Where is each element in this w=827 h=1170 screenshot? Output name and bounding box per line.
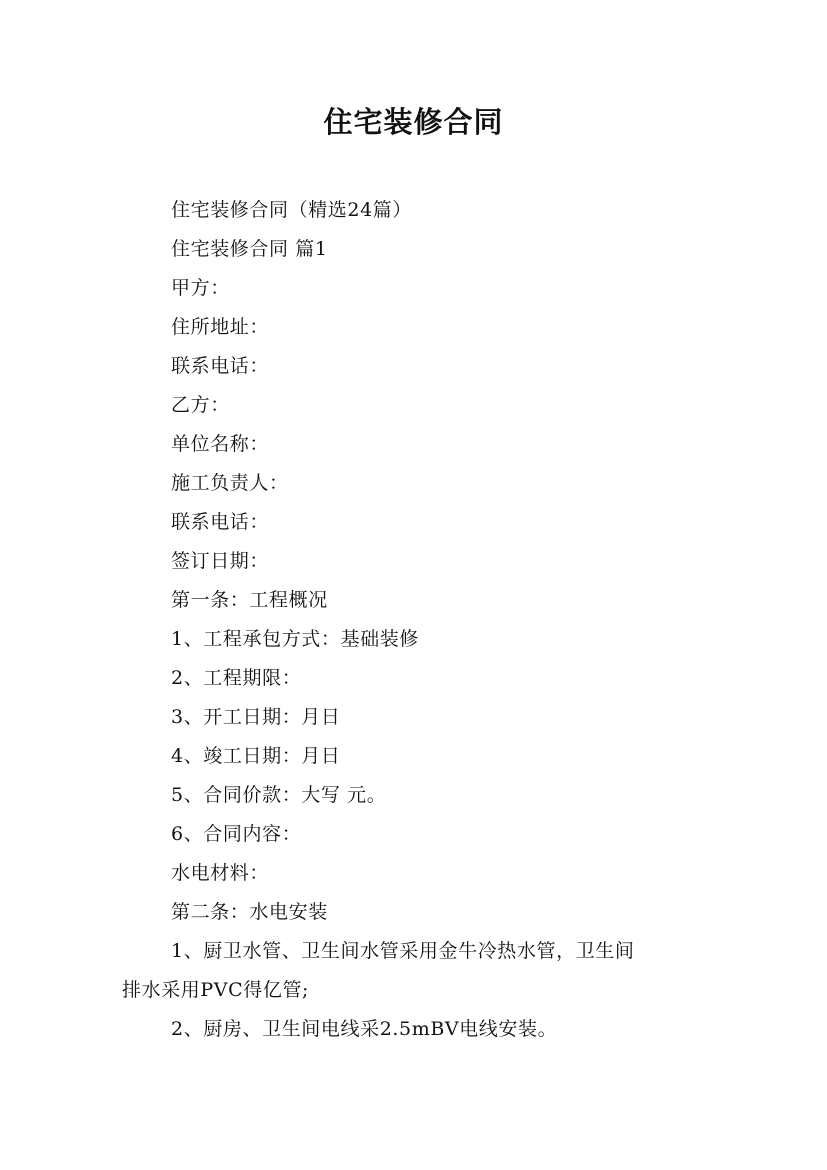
text-line: 2、工程期限： xyxy=(171,667,302,689)
text-line: 水电材料： xyxy=(171,862,270,884)
text-line: 第二条：水电安装 xyxy=(171,901,328,923)
document-title: 住宅装修合同 xyxy=(323,105,504,139)
text-line: 6、合同内容： xyxy=(171,823,302,845)
text-line: 住宅装修合同 篇1 xyxy=(171,238,328,260)
text-line: 1、厨卫水管、卫生间水管采用金牛冷热水管，卫生间 xyxy=(171,940,635,962)
text-line: 5、合同价款：大写 元。 xyxy=(171,784,387,806)
text-line: 3、开工日期：月日 xyxy=(171,706,341,728)
text-line: 排水采用PVC得亿管; xyxy=(122,979,310,1001)
text-line: 联系电话： xyxy=(171,511,270,533)
text-line: 1、工程承包方式：基础装修 xyxy=(171,628,419,650)
text-line: 住所地址： xyxy=(171,316,270,338)
text-line: 住宅装修合同（精选24篇） xyxy=(171,199,412,221)
text-line: 联系电话： xyxy=(171,355,270,377)
text-line: 单位名称： xyxy=(171,433,270,455)
text-line: 施工负责人： xyxy=(171,472,289,494)
text-line: 2、厨房、卫生间电线采2.5mBV电线安装。 xyxy=(171,1018,558,1040)
text-line: 签订日期： xyxy=(171,550,270,572)
text-line: 第一条：工程概况 xyxy=(171,589,328,611)
text-line: 乙方： xyxy=(171,394,230,416)
text-line: 4、竣工日期：月日 xyxy=(171,745,341,767)
text-line: 甲方： xyxy=(171,277,230,299)
